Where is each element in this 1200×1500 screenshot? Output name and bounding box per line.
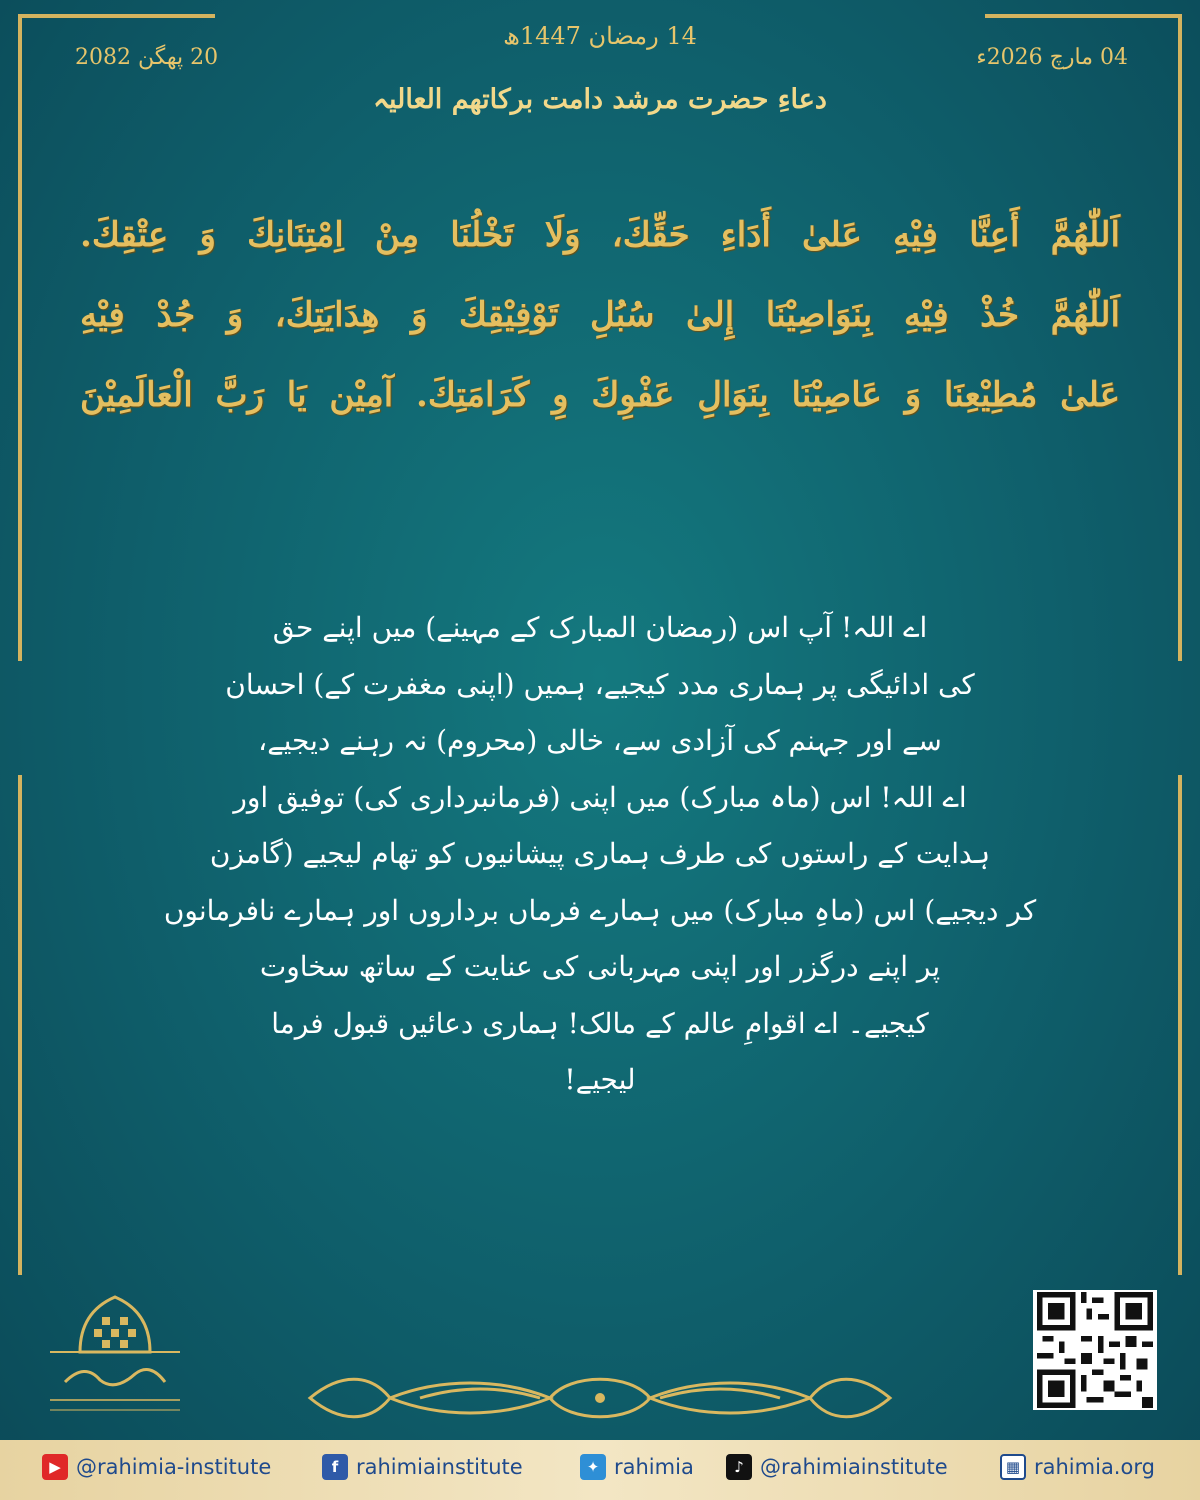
frame-left-lower xyxy=(18,775,22,1275)
twitter-handle: rahimia xyxy=(614,1455,694,1479)
arabic-dua-line: اَللّٰهُمَّ أَعِنَّا فِيْهِ عَلىٰ أَدَاءِ حَقِّكَ، وَلَا تَخْلُنَا مِنْ اِمْتِنَانِكَ وَ عِتْقِكَ. xyxy=(80,215,1120,255)
youtube-icon: ▶ xyxy=(42,1454,68,1480)
tiktok-link[interactable] xyxy=(726,1454,948,1480)
urdu-line: کیجیے۔ اے اقوامِ عالم کے مالک! ہماری دعائیں قبول فرما xyxy=(271,1006,929,1040)
urdu-translation xyxy=(150,600,1050,1109)
urdu-line: سے اور جہنم کی آزادی سے، خالی (محروم) نہ رہنے دیجیے، xyxy=(258,724,942,757)
urdu-line: کی ادائیگی پر ہماری مدد کیجیے، ہمیں (اپنی مغفرت کے) احسان xyxy=(225,667,975,701)
website-link[interactable] xyxy=(1000,1454,1155,1480)
urdu-line: کر دیجیے) اس (ماہِ مبارک) میں ہمارے فرماں برداروں اور ہمارے نافرمانوں xyxy=(163,893,1037,927)
website-url: rahimia.org xyxy=(1034,1455,1155,1479)
urdu-line: اے اللہ! آپ اس (رمضان المبارک کے مہینے) میں اپنے حق xyxy=(272,611,928,644)
frame-right-lower xyxy=(1178,775,1182,1275)
gregorian-date: 04 مارچ 2026ء xyxy=(976,45,1128,70)
twitter-link[interactable] xyxy=(580,1454,694,1480)
page-subtitle: دعاءِ حضرت مرشد دامت برکاتھم العالیہ xyxy=(373,84,827,115)
arabic-dua xyxy=(80,195,1120,435)
tiktok-handle: @rahimiainstitute xyxy=(760,1455,948,1479)
tiktok-icon: ♪ xyxy=(726,1454,752,1480)
arabic-dua-line: اَللّٰهُمَّ خُذْ فِيْهِ بِنَوَاصِيْنَا إِلىٰ سُبُلِ تَوْفِيْقِكَ وَ هِدَايَتِكَ، وَ جُدْ فِيْهِ xyxy=(80,295,1120,335)
web-qr-icon: ▦ xyxy=(1000,1454,1026,1480)
frame-top-left xyxy=(20,14,215,18)
facebook-handle: rahimiainstitute xyxy=(356,1455,523,1479)
urdu-line: ہدایت کے راستوں کی طرف ہماری پیشانیوں کو تھام لیجیے (گامزن xyxy=(209,837,991,870)
urdu-line: اے اللہ! اس (ماہ مبارک) میں اپنی (فرمانبرداری کی) توفیق اور xyxy=(233,780,967,814)
youtube-handle: @rahimia-institute xyxy=(76,1455,272,1479)
bikrami-date: 20 پھگن 2082 xyxy=(75,45,219,70)
facebook-link[interactable] xyxy=(322,1454,523,1480)
qr-code[interactable] xyxy=(1033,1290,1157,1410)
urdu-line: پر اپنے درگزر اور اپنی مہربانی کی عنایت کے ساتھ سخاوت xyxy=(259,950,941,983)
hijri-date: 14 رمضان 1447ھ xyxy=(503,22,697,50)
rahimia-logo xyxy=(40,1282,190,1432)
youtube-link[interactable] xyxy=(42,1454,271,1480)
facebook-icon: f xyxy=(322,1454,348,1480)
twitter-icon: ✦ xyxy=(580,1454,606,1480)
urdu-line: لیجیے! xyxy=(564,1063,636,1096)
decorative-ornament xyxy=(300,1368,900,1428)
arabic-dua-line: عَلىٰ مُطِيْعِنَا وَ عَاصِيْنَا بِنَوَالِ عَفْوِكَ وِ كَرَامَتِكَ. آمِيْن يَا رَبَّ الْعَالَمِيْنَ xyxy=(80,375,1120,415)
frame-top-right xyxy=(985,14,1181,18)
footer-bar xyxy=(0,1440,1200,1500)
